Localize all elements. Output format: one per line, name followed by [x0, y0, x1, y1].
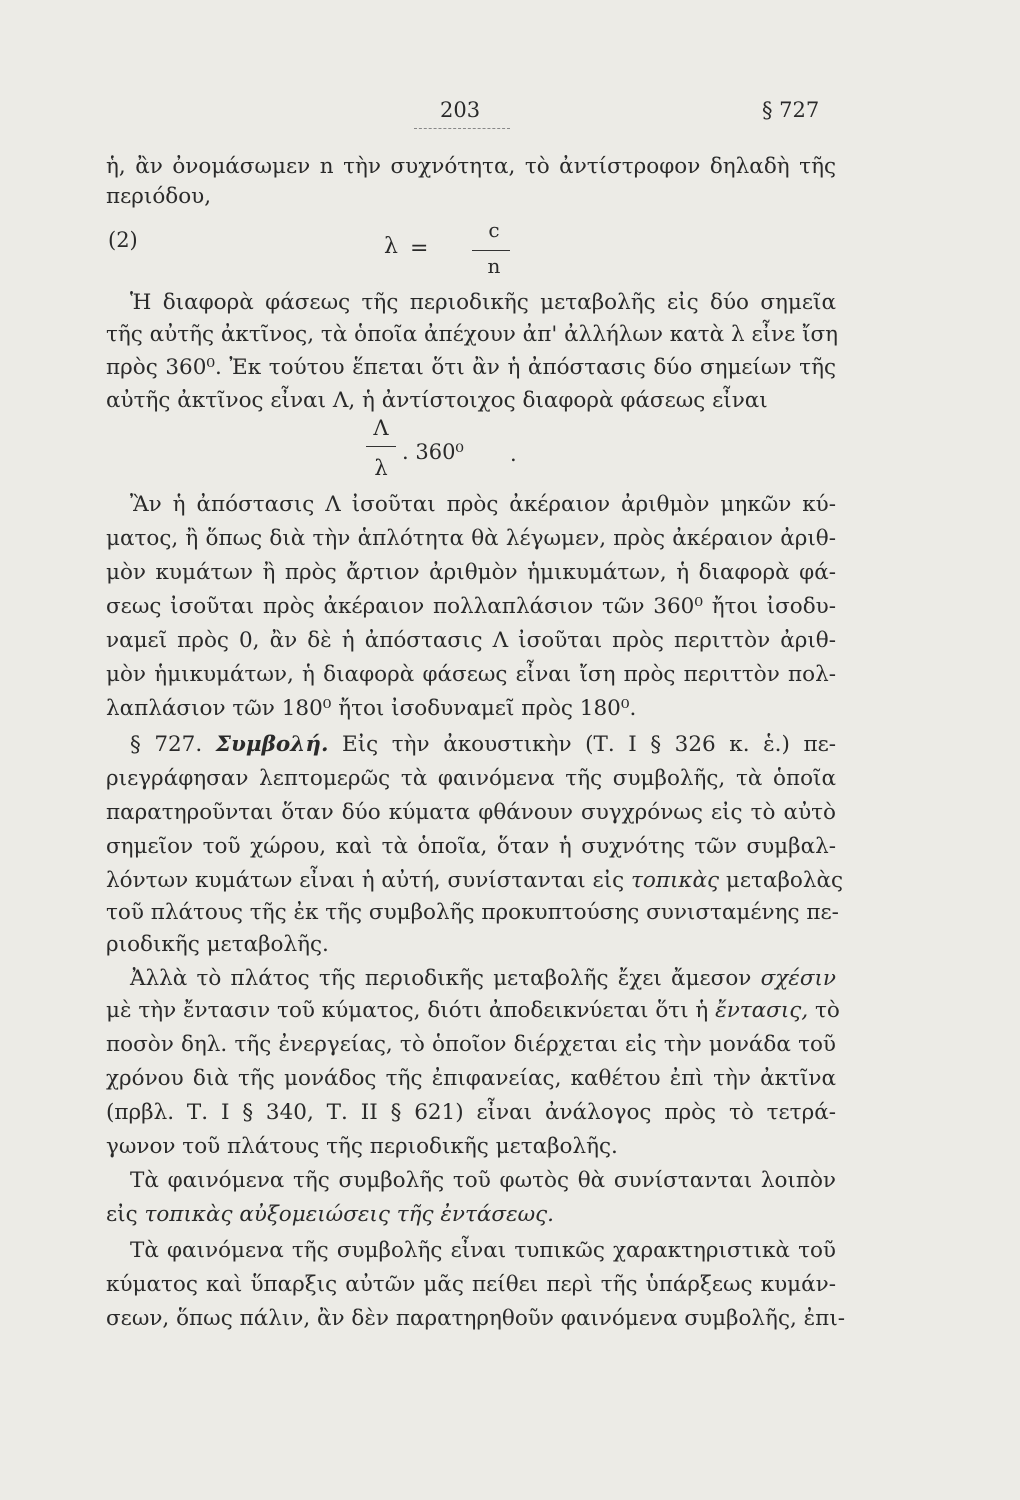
fraction-numerator: c	[488, 218, 500, 242]
text-line: σεως ἰσοῦται πρὸς ἀκέραιον πολλαπλάσιον τῶν 360⁰ ἤτοι ἰσοδυ-	[106, 594, 836, 619]
text-line: ἡ, ἂν ὀνομάσωμεν n τὴν συχνότητα, τὸ ἀντίστροφον δηλαδὴ τῆς	[106, 154, 836, 179]
text-line	[130, 964, 836, 994]
section-heading-line	[130, 730, 836, 760]
text-span: μὲ τὴν ἔντασιν τοῦ κύματος, διότι ἀποδεικνύεται ὅτι ἡ	[106, 998, 709, 1023]
fraction-numerator: Λ	[373, 416, 389, 440]
text-line: Ἂν ἡ ἀπόστασις Λ ἰσοῦται πρὸς ἀκέραιον ἀριθμὸν μηκῶν κύ-	[130, 492, 836, 517]
section-reference: § 727	[762, 98, 820, 122]
section-title: Συμβολή.	[215, 732, 329, 757]
text-line: (πρβλ. Τ. I § 340, Τ. II § 621) εἶναι ἀνάλογος πρὸς τὸ τετρά-	[106, 1100, 836, 1125]
text-line: κύματος καὶ ὕπαρξις αὐτῶν μᾶς πείθει περὶ τῆς ὑπάρξεως κυμάν-	[106, 1272, 836, 1297]
text-line: περιόδου,	[106, 184, 212, 209]
italic-term: τοπικὰς	[631, 868, 720, 893]
page-number-rule	[414, 128, 510, 129]
text-line: σεων, ὅπως πάλιν, ἂν δὲν παρατηρηθοῦν φαινόμενα συμβολῆς, ἐπι-	[106, 1306, 846, 1331]
text-line	[106, 866, 844, 896]
text-line: Ἡ διαφορὰ φάσεως τῆς περιοδικῆς μεταβολῆς εἰς δύο σημεῖα	[130, 290, 836, 315]
equation-label: (2)	[108, 228, 138, 252]
italic-term: ἔντασις,	[715, 998, 809, 1023]
text-line: Τὰ φαινόμενα τῆς συμβολῆς τοῦ φωτὸς θὰ συνίστανται λοιπὸν	[130, 1168, 836, 1193]
equation-equals: =	[410, 236, 429, 261]
text-line	[106, 1200, 836, 1230]
text-span: λόντων κυμάτων εἶναι ἡ αὐτή, συνίστανται εἰς	[106, 868, 625, 893]
italic-term: τοπικὰς αὐξομειώσεις τῆς ἐντάσεως.	[144, 1202, 555, 1227]
section-number: § 727.	[130, 732, 203, 757]
fraction-denominator: n	[487, 254, 501, 278]
text-line: χρόνου διὰ τῆς μονάδος τῆς ἐπιφανείας, καθέτου ἐπὶ τὴν ἀκτῖνα	[106, 1066, 836, 1091]
text-line: παρατηροῦνται ὅταν δύο κύματα φθάνουν συγχρόνως εἰς τὸ αὐτὸ	[106, 800, 836, 825]
text-line: τῆς αὐτῆς ἀκτῖνος, τὰ ὁποῖα ἀπέχουν ἀπ' ἀλλήλων κατὰ λ εἶνε ἴση	[106, 322, 839, 347]
text-line: ματος, ἢ ὅπως διὰ τὴν ἁπλότητα θὰ λέγωμεν, πρὸς ἀκέραιον ἀριθ-	[106, 526, 836, 551]
text-span: Ἀλλὰ τὸ πλάτος τῆς περιοδικῆς μεταβολῆς ἔχει ἄμεσον	[130, 966, 752, 991]
text-line: σημεῖον τοῦ χώρου, καὶ τὰ ὁποῖα, ὅταν ἡ συχνότης τῶν συμβαλ-	[106, 834, 836, 859]
equation-period: .	[510, 442, 517, 466]
text-span: τὸ	[815, 998, 840, 1023]
text-line	[106, 996, 840, 1026]
equation-factor: . 360⁰	[402, 440, 464, 464]
text-line: τοῦ πλάτους τῆς ἐκ τῆς συμβολῆς προκυπτούσης συνισταμένης πε-	[106, 900, 839, 925]
text-line: λαπλάσιον τῶν 180⁰ ἤτοι ἰσοδυναμεῖ πρὸς 180⁰.	[106, 696, 637, 721]
italic-term: σχέσιν	[760, 966, 836, 991]
section-line-text: Εἰς τὴν ἀκουστικὴν (Τ. I § 326 κ. ἑ.) πε-	[342, 732, 836, 757]
page-number: 203	[440, 98, 481, 122]
text-line: ριεγράφησαν λεπτομερῶς τὰ φαινόμενα τῆς συμβολῆς, τὰ ὁποῖα	[106, 766, 836, 791]
fraction-bar	[472, 250, 510, 251]
fraction-denominator: λ	[374, 456, 388, 480]
text-line: πρὸς 360⁰. Ἐκ τούτου ἕπεται ὅτι ἂν ἡ ἀπόστασις δύο σημείων τῆς	[106, 355, 836, 380]
text-line: ριοδικῆς μεταβολῆς.	[106, 932, 329, 957]
text-line: ποσὸν δηλ. τῆς ἐνεργείας, τὸ ὁποῖον διέρχεται εἰς τὴν μονάδα τοῦ	[106, 1032, 836, 1057]
text-line: ναμεῖ πρὸς 0, ἂν δὲ ἡ ἀπόστασις Λ ἰσοῦται πρὸς περιττὸν ἀριθ-	[106, 628, 836, 653]
equation-lhs: λ	[384, 234, 398, 259]
fraction-bar	[366, 446, 396, 447]
text-line: μὸν ἡμικυμάτων, ἡ διαφορὰ φάσεως εἶναι ἴση πρὸς περιττὸν πολ-	[106, 662, 836, 687]
text-line: γωνον τοῦ πλάτους τῆς περιοδικῆς μεταβολῆς.	[106, 1134, 618, 1159]
text-span: εἰς	[106, 1202, 138, 1227]
text-line: Τὰ φαινόμενα τῆς συμβολῆς εἶναι τυπικῶς χαρακτηριστικὰ τοῦ	[130, 1238, 836, 1263]
text-line: αὐτῆς ἀκτῖνος εἶναι Λ, ἡ ἀντίστοιχος διαφορὰ φάσεως εἶναι	[106, 388, 768, 413]
text-span: μεταβολὰς	[725, 868, 844, 893]
page-header	[0, 98, 1020, 134]
text-line: μὸν κυμάτων ἢ πρὸς ἄρτιον ἀριθμὸν ἡμικυμάτων, ἡ διαφορὰ φά-	[106, 560, 836, 585]
